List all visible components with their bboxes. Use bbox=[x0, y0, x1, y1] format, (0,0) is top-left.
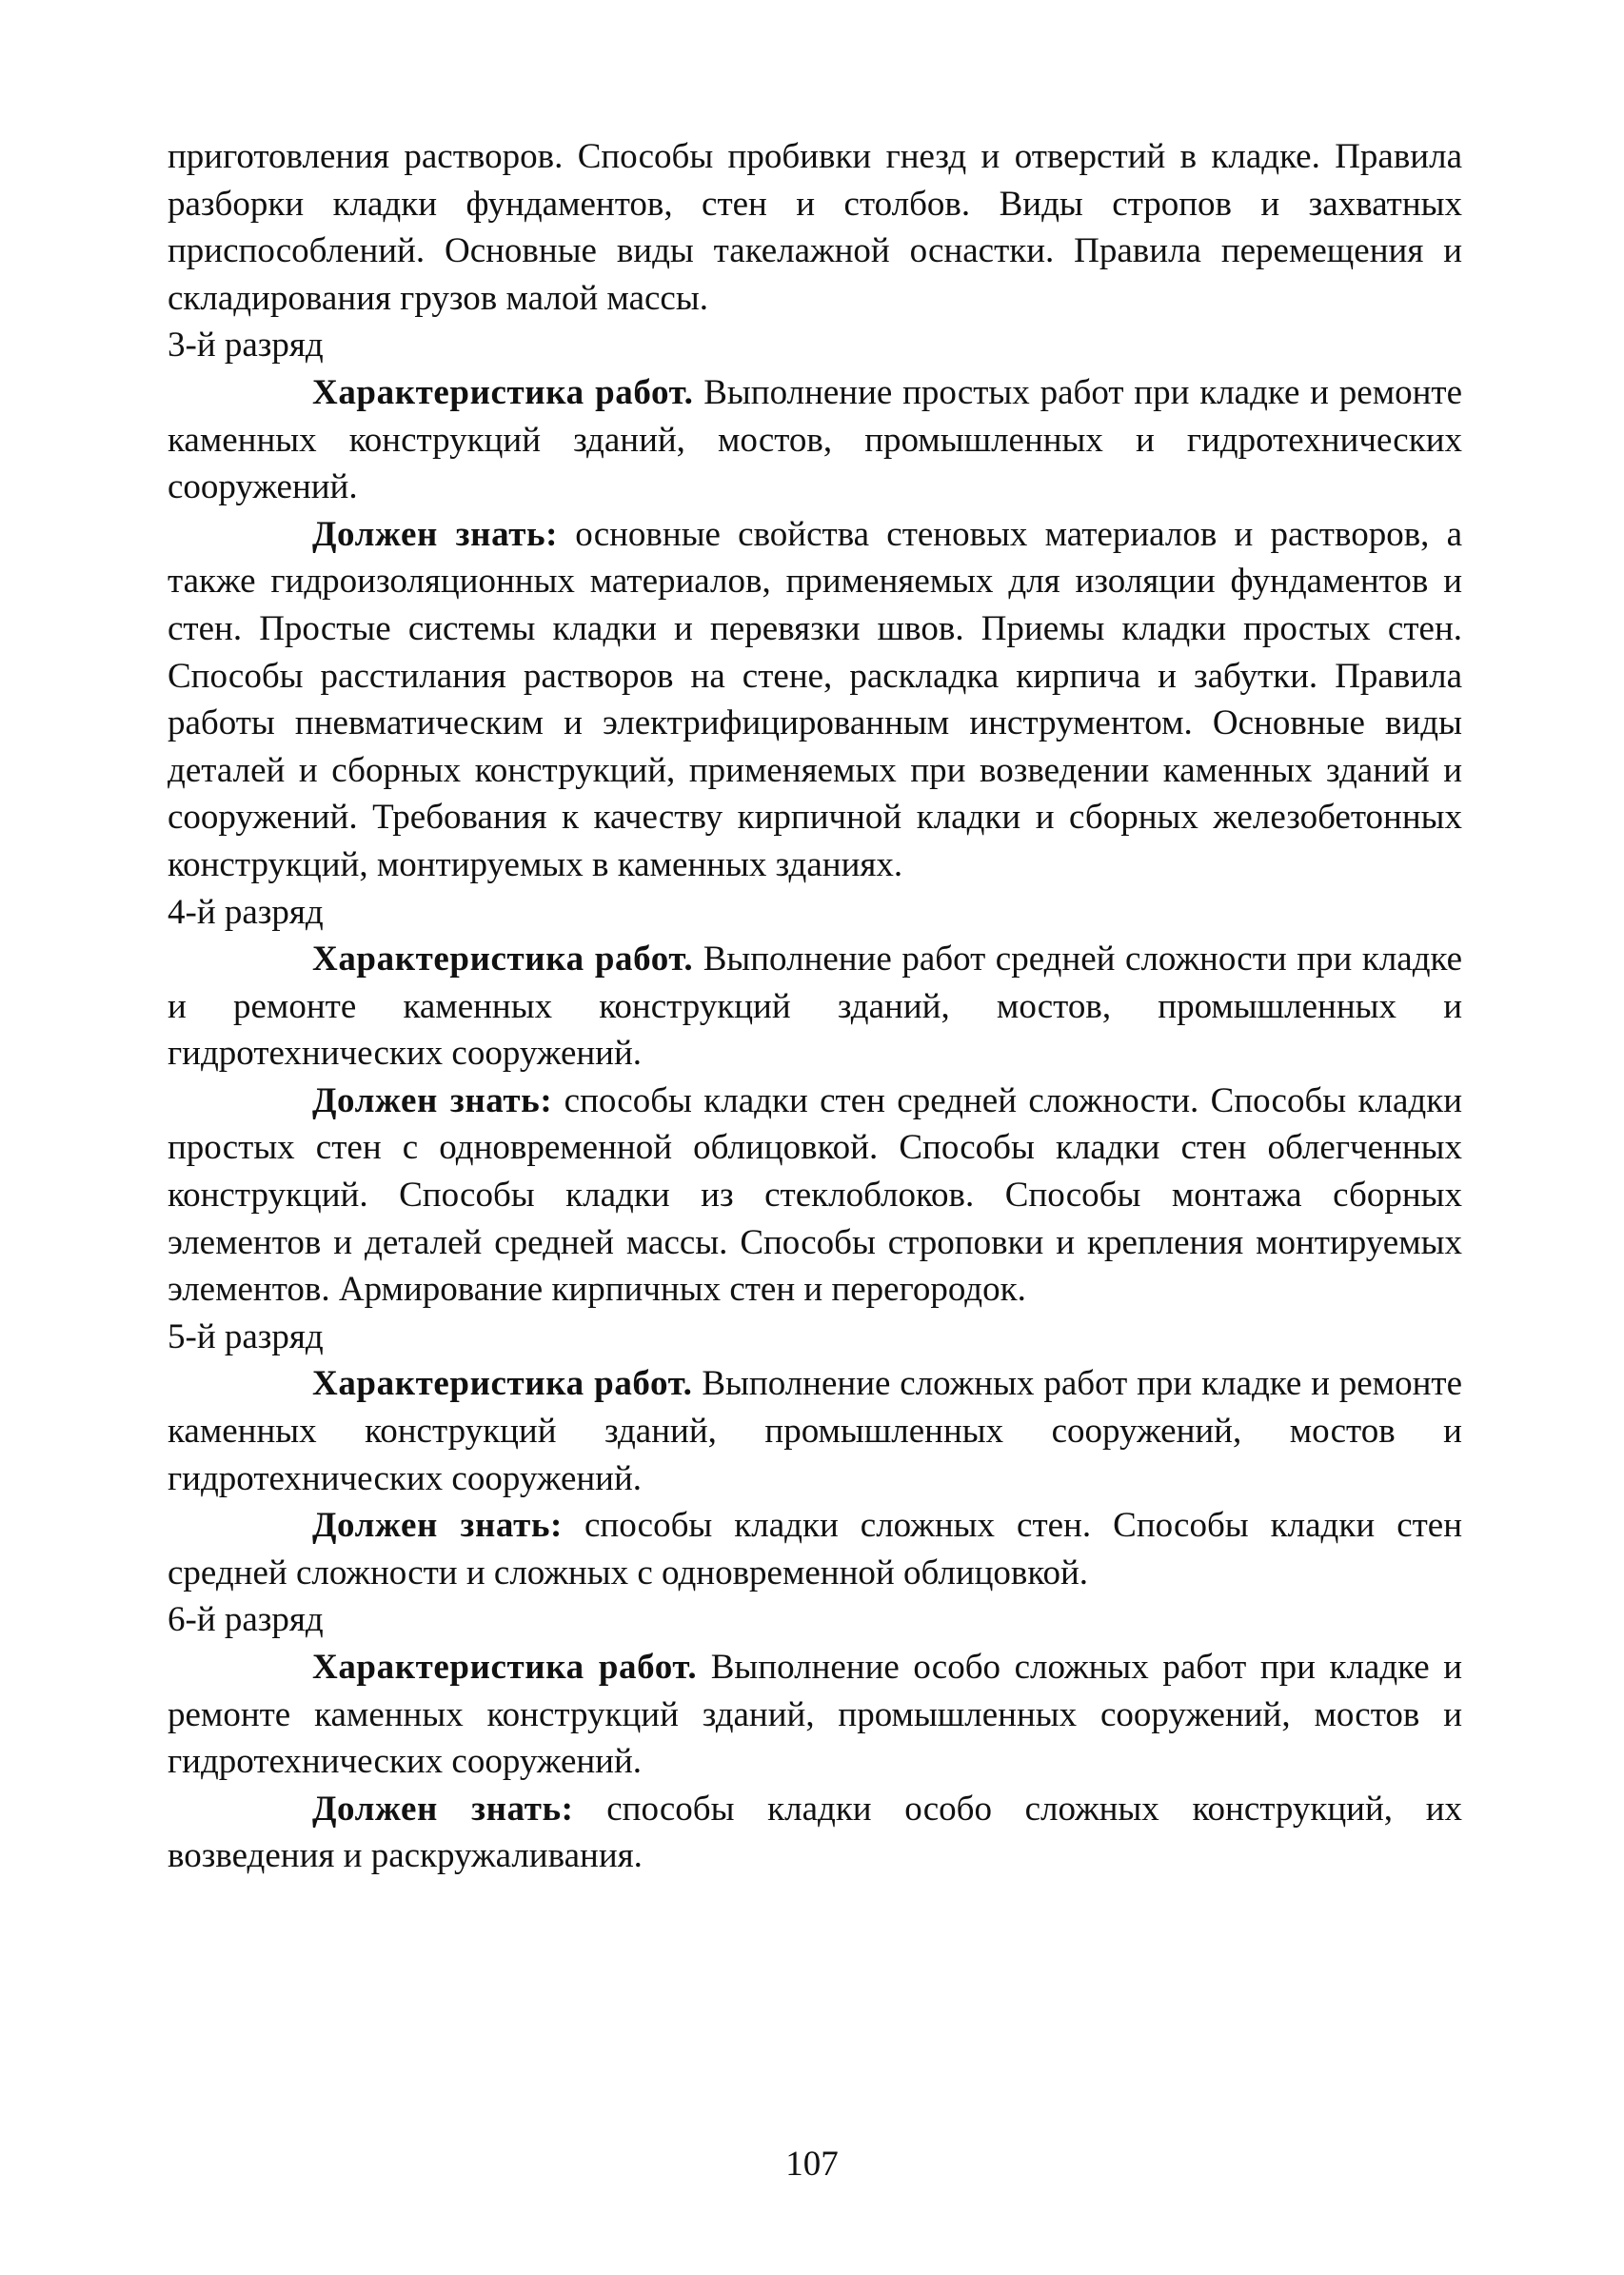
document-body bbox=[168, 133, 1462, 1880]
grade-section-5 bbox=[168, 1314, 1462, 1597]
required-knowledge-label: Должен знать: bbox=[312, 1080, 553, 1120]
grade-section-3 bbox=[168, 322, 1462, 888]
work-characteristics-text: Выполнение особо сложных работ при кладке и ремонте каменных конструкций зданий, промышленных сооружений, мостов и гидротехнических сооружений. bbox=[168, 1648, 1462, 1782]
required-knowledge bbox=[168, 1502, 1462, 1596]
work-characteristics bbox=[168, 1360, 1462, 1502]
grade-section-6 bbox=[168, 1596, 1462, 1880]
required-knowledge-label: Должен знать: bbox=[312, 514, 559, 554]
work-characteristics bbox=[168, 369, 1462, 511]
required-knowledge-text: способы кладки стен средней сложности. Способы кладки простых стен с одновременной облицовкой. Способы кладки стен облегченных конструкций. Способы кладки из стеклоблоков. Способы монтажа сборных элементов и деталей средней массы. Способы строповки и крепления монтируемых элементов. Армирование кирпичных стен и перегородок. bbox=[168, 1080, 1462, 1310]
required-knowledge bbox=[168, 511, 1462, 889]
required-knowledge-label: Должен знать: bbox=[312, 1789, 574, 1829]
required-knowledge-text: способы кладки сложных стен. Способы кладки стен средней сложности и сложных с одновременной облицовкой. bbox=[168, 1506, 1463, 1592]
work-characteristics-text: Выполнение простых работ при кладке и ремонте каменных конструкций зданий, мостов, промышленных и гидротехнических сооружений. bbox=[168, 372, 1463, 507]
work-characteristics-label: Характеристика работ. bbox=[312, 940, 694, 979]
intro-paragraph: приготовления растворов. Способы пробивки гнезд и отверстий в кладке. Правила разборки кладки фундаментов, стен и столбов. Виды стропов и захватных приспособлений. Основные виды такелажной оснастки. Правила перемещения и складирования грузов малой массы. bbox=[168, 137, 1462, 318]
grade-section-4 bbox=[168, 889, 1462, 1314]
work-characteristics-text: Выполнение работ средней сложности при кладке и ремонте каменных конструкций зданий, мостов, промышленных и гидротехнических сооружений. bbox=[168, 940, 1463, 1074]
page-number: 107 bbox=[785, 2145, 839, 2184]
required-knowledge bbox=[168, 1786, 1462, 1880]
work-characteristics-label: Характеристика работ. bbox=[312, 1364, 693, 1404]
work-characteristics-label: Характеристика работ. bbox=[312, 372, 694, 412]
required-knowledge bbox=[168, 1078, 1462, 1314]
grade-title: 4-й разряд bbox=[168, 892, 324, 932]
work-characteristics bbox=[168, 936, 1462, 1078]
required-knowledge-text: основные свойства стеновых материалов и растворов, а также гидроизоляционных материалов, применяемых для изоляции фундаментов и стен. Простые системы кладки и перевязки швов. Приемы кладки простых стен. Способы расстилания растворов на стене, раскладка кирпича и забутки. Правила работы пневматическим и электрифицированным инструментом. Основные виды деталей и сборных конструкций, применяемых при возведении каменных зданий и сооружений. Требования к качеству кирпичной кладки и сборных железобетонных конструкций, монтируемых в каменных зданиях. bbox=[168, 514, 1463, 884]
required-knowledge-text: способы кладки особо сложных конструкций, их возведения и раскружаливания. bbox=[168, 1789, 1462, 1876]
grade-title: 5-й разряд bbox=[168, 1316, 324, 1356]
required-knowledge-label: Должен знать: bbox=[312, 1506, 563, 1546]
work-characteristics-text: Выполнение сложных работ при кладке и ремонте каменных конструкций зданий, промышленных сооружений, мостов и гидротехнических сооружений. bbox=[168, 1364, 1462, 1498]
grade-title: 6-й разряд bbox=[168, 1600, 324, 1640]
grade-title: 3-й разряд bbox=[168, 326, 324, 366]
work-characteristics-label: Характеристика работ. bbox=[312, 1648, 698, 1687]
work-characteristics bbox=[168, 1644, 1462, 1786]
